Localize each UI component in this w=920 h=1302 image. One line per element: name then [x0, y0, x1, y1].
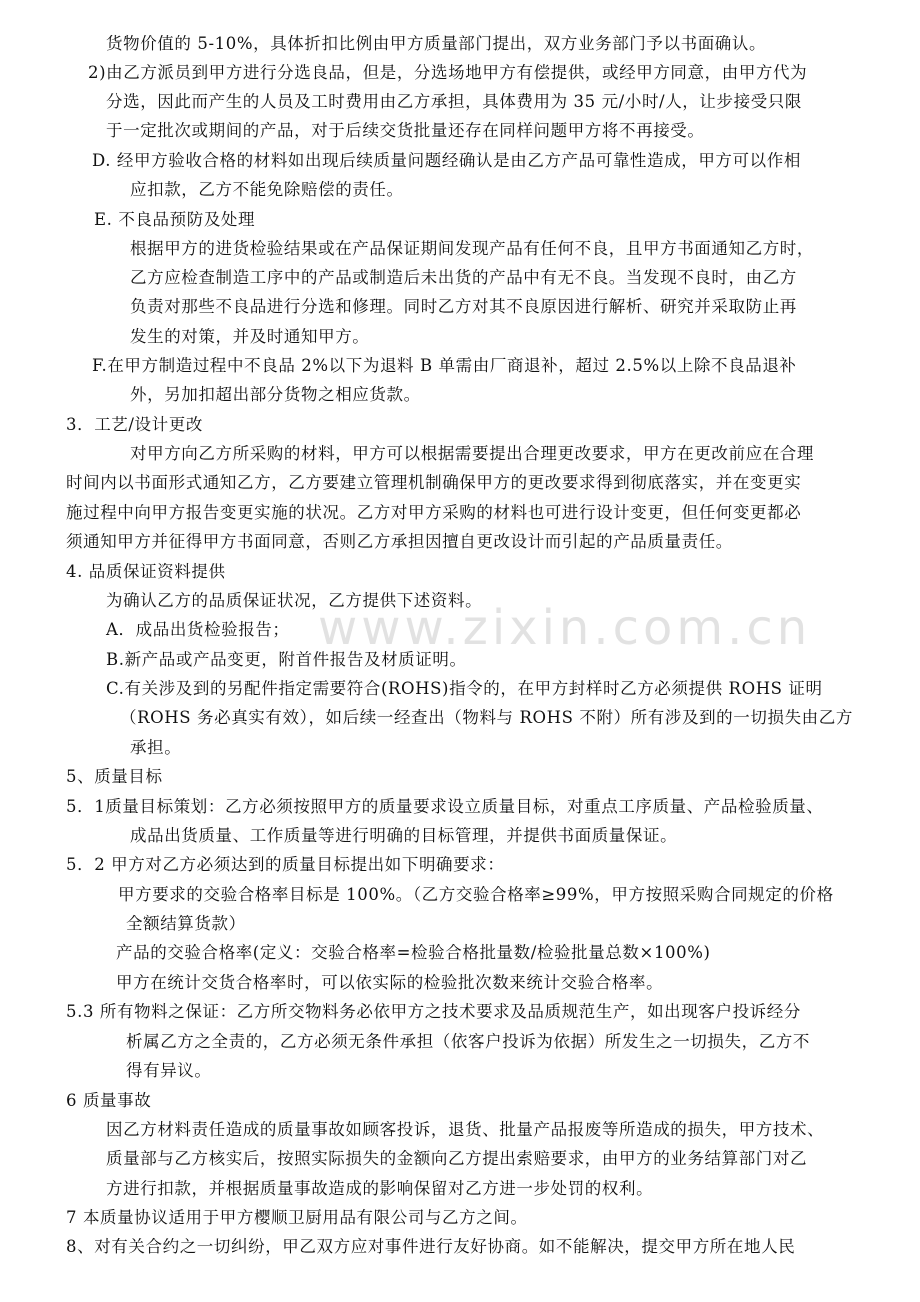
text-line: 施过程中向甲方报告变更实施的状况。乙方对甲方采购的材料也可进行设计变更，但任何变更都必	[66, 503, 802, 522]
text-line: 析属乙方之全责的，乙方必须无条件承担（依客户投诉为依据）所发生之一切损失，乙方不	[126, 1032, 810, 1051]
text-line: 货物价值的 5-10%，具体折扣比例由甲方质量部门提出，双方业务部门予以书面确认。	[106, 34, 767, 53]
text-line: 得有异议。	[126, 1061, 212, 1080]
watermark-text: www.zixin.com.cn	[318, 600, 812, 656]
text-line: 方进行扣款，并根据质量事故造成的影响保留对乙方进一步处罚的权利。	[106, 1179, 654, 1198]
text-line: 甲方要求的交验合格率目标是 100%。（乙方交验合格率≥99%，甲方按照采购合同规定的价格	[118, 885, 834, 904]
text-line: F.在甲方制造过程中不良品 2%以下为退料 B 单需由厂商退补，超过 2.5%以上除不良品退补	[92, 356, 797, 375]
text-line: 5．2 甲方对乙方必须达到的质量目标提出如下明确要求：	[66, 855, 505, 874]
section-heading: 3．工艺/设计更改	[66, 415, 203, 434]
text-line: 产品的交验合格率(定义：交验合格率=检验合格批量数/检验批量总数×100%)	[116, 943, 711, 962]
text-line: 须通知甲方并征得甲方书面同意，否则乙方承担因擅自更改设计而引起的产品质量责任。	[66, 532, 733, 551]
text-line: 全额结算货款）	[126, 914, 246, 933]
text-line: 时间内以书面形式通知乙方，乙方要建立管理机制确保甲方的更改要求得到彻底落实，并在变更实	[66, 473, 802, 492]
text-line: 根据甲方的进货检验结果或在产品保证期间发现产品有任何不良，且甲方书面通知乙方时，	[130, 239, 814, 258]
text-line: B.新产品或产品变更，附首件报告及材质证明。	[106, 650, 467, 669]
text-line: 外，另加扣超出部分货物之相应货款。	[130, 385, 421, 404]
text-line: 承担。	[130, 738, 182, 757]
text-line: 甲方在统计交货合格率时，可以依实际的检验批次数来统计交验合格率。	[116, 973, 664, 992]
text-line: 乙方应检查制造工序中的产品或制造后未出货的产品中有无不良。当发现不良时，由乙方	[130, 268, 797, 287]
section-heading: 6 质量事故	[66, 1091, 152, 1110]
text-line: 5．1质量目标策划：乙方必须按照甲方的质量要求设立质量目标，对重点工序质量、产品检验质量、	[66, 797, 824, 816]
text-line: 因乙方材料责任造成的质量事故如顾客投诉，退货、批量产品报废等所造成的损失，甲方技术、	[106, 1120, 825, 1139]
text-line: 对甲方向乙方所采购的材料，甲方可以根据需要提出合理更改要求，甲方在更改前应在合理	[130, 444, 814, 463]
text-line: （ROHS 务必真实有效），如后续一经查出（物料与 ROHS 不附）所有涉及到的一切损失由乙方	[120, 708, 853, 727]
text-line: 分选，因此而产生的人员及工时费用由乙方承担，具体费用为 35 元/小时/人，让步接受只限	[106, 92, 803, 111]
text-line: 8、对有关合约之一切纠纷，甲乙双方应对事件进行友好协商。如不能解决，提交甲方所在地人民	[66, 1237, 796, 1256]
text-line: 2)由乙方派员到甲方进行分选良品，但是，分选场地甲方有偿提供，或经甲方同意，由甲方代为	[88, 63, 808, 82]
text-line: E. 不良品预防及处理	[94, 210, 256, 229]
text-line: A．成品出货检验报告；	[106, 620, 290, 639]
text-line: 于一定批次或期间的产品，对于后续交货批量还存在同样问题甲方将不再接受。	[106, 121, 705, 140]
text-line: 负责对那些不良品进行分选和修理。同时乙方对其不良原因进行解析、研究并采取防止再	[130, 297, 797, 316]
text-line: 5.3 所有物料之保证：乙方所交物料务必依甲方之技术要求及品质规范生产，如出现客户投诉经分	[66, 1002, 801, 1021]
text-line: 成品出货质量、工作质量等进行明确的目标管理，并提供书面质量保证。	[130, 826, 678, 845]
text-line: 应扣款，乙方不能免除赔偿的责任。	[130, 180, 404, 199]
text-line: 发生的对策，并及时通知甲方。	[130, 327, 370, 346]
text-line: 质量部与乙方核实后，按照实际损失的金额向乙方提出索赔要求，由甲方的业务结算部门对乙	[106, 1149, 808, 1168]
text-line: C.有关涉及到的另配件指定需要符合(ROHS)指令的，在甲方封样时乙方必须提供 ROHS 证明	[106, 679, 823, 698]
text-line: 7 本质量协议适用于甲方樱顺卫厨用品有限公司与乙方之间。	[66, 1208, 528, 1227]
text-line: D. 经甲方验收合格的材料如出现后续质量问题经确认是由乙方产品可靠性造成，甲方可以作相	[92, 151, 801, 170]
section-heading: 4. 品质保证资料提供	[66, 562, 226, 581]
text-line: 为确认乙方的品质保证状况，乙方提供下述资料。	[106, 591, 483, 610]
section-heading: 5、质量目标	[66, 767, 163, 786]
